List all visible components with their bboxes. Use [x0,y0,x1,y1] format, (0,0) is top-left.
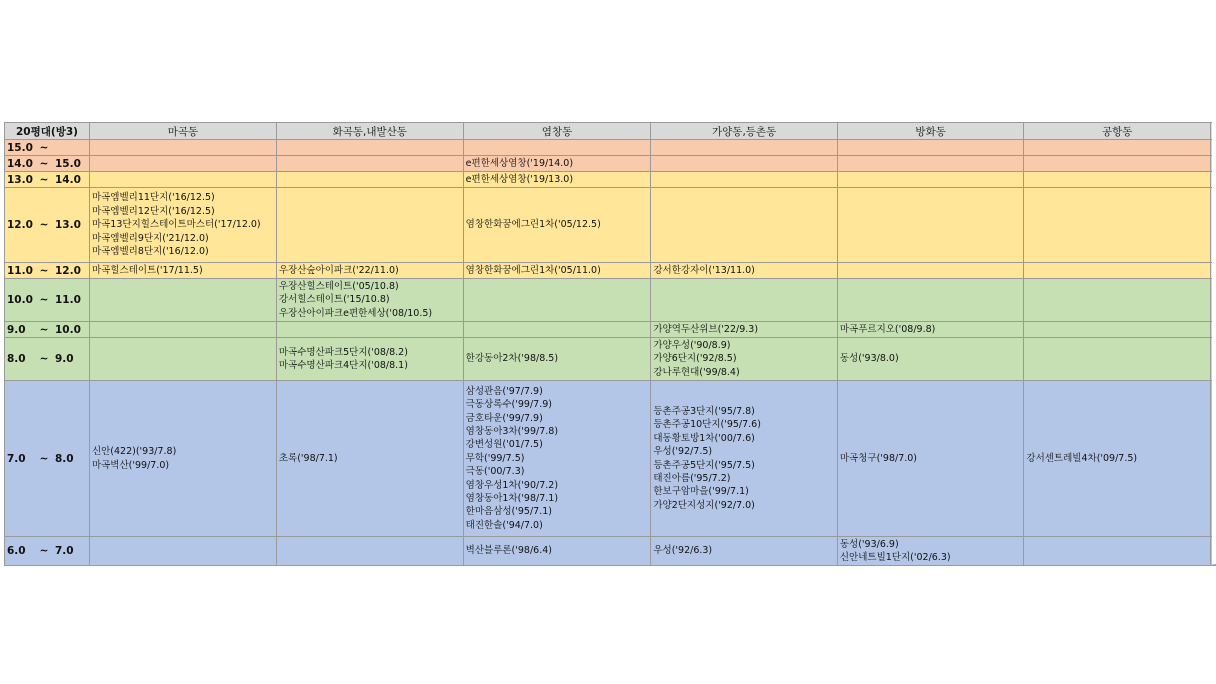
apartment-entry: 마곡청구('98/7.0) [839,452,918,464]
range-tilde: ~ [39,294,49,306]
apartment-entry: 태진한솔('94/7.0) [465,519,543,531]
sheet-edge [1212,122,1216,564]
column-header-banghwa[interactable]: 방화동 [837,123,1024,140]
table-cell[interactable] [276,140,463,156]
table-cell[interactable] [276,172,463,188]
apartment-entry: 강서힐스테이트('15/10.8) [278,294,390,306]
apartment-entry: e편한세상염창('19/13.0) [465,173,574,185]
range-low: 12.0 [7,219,33,231]
table-cell[interactable] [89,156,276,172]
table-row [5,338,1216,381]
apartment-entry: 삼성관음('97/7.9) [465,385,543,397]
range-low: 6.0 [7,545,26,557]
apartment-entry: 가양우성('90/8.9) [653,339,731,351]
range-low: 11.0 [7,264,33,277]
table-cell[interactable] [276,279,463,322]
apartment-entry: 강변성원('01/7.5) [465,439,543,451]
table-cell[interactable] [276,537,463,566]
apartment-entry: 우장산아이파크e편한세상('08/10.5) [278,307,433,319]
table-cell[interactable] [89,172,276,188]
column-header-gayang[interactable]: 가양동,등촌동 [651,123,838,140]
range-low: 9.0 [7,323,26,336]
apartment-entry: 마곡수명산파크4단지('08/8.1) [278,360,408,371]
range-low: 10.0 [7,294,33,306]
table-cell[interactable] [651,263,838,279]
apartment-entry: 우성('92/6.3) [653,545,713,557]
apartment-entry: 가양역두산위브('22/9.3) [653,323,759,335]
apartment-entry: 염창동아3차('99/7.8) [465,425,559,437]
table-row [5,263,1216,279]
table-cell[interactable] [463,322,651,338]
apartment-entry: 벽산블루론('98/6.4) [465,545,552,557]
column-header-hwagok[interactable]: 화곡동,내발산동 [276,123,463,140]
apartment-entry: 마곡푸르지오('08/9.8) [839,323,936,335]
price-range-cell[interactable] [5,338,90,381]
corner-header[interactable]: 20평대(방3) [5,123,90,140]
table-cell[interactable] [651,279,838,322]
table-row [5,140,1216,156]
table-cell[interactable] [1024,263,1211,279]
table-cell[interactable] [651,188,838,263]
table-cell[interactable] [463,381,651,537]
range-high: 12.0 [55,264,81,277]
apartment-entry: 우성('92/7.5) [653,446,713,458]
range-high: 15.0 [55,157,81,170]
apartment-entry: 동성('93/8.0) [839,353,899,365]
range-high: 8.0 [55,452,74,465]
range-low: 8.0 [7,353,26,365]
price-range-cell[interactable] [5,279,90,322]
table-cell[interactable] [1024,188,1211,263]
range-low: 13.0 [7,173,33,186]
range-high: 10.0 [55,323,81,336]
table-cell[interactable] [651,338,838,381]
apartment-entry: 마곡13단지힐스테이트마스터('17/12.0) [91,219,261,231]
table-cell[interactable] [89,381,276,537]
apartment-entry: 마곡엠벨리9단지('21/12.0) [91,232,209,244]
header-row [5,123,1216,140]
apartment-entry: 염창한화꿈에그린1차('05/12.5) [465,219,601,231]
table-cell[interactable] [1024,322,1211,338]
table-cell[interactable] [837,381,1024,537]
apartment-entry: 한보구암마을('99/7.1) [653,486,749,498]
apartment-entry: 한강동아2차('98/8.5) [465,353,559,365]
table-cell[interactable] [276,338,463,381]
apartment-entry: 강서센트레빌4차('09/7.5) [1026,452,1138,464]
table-row [5,156,1216,172]
apartment-entry: 등촌주공3단지('95/7.8) [653,405,755,417]
table-cell[interactable] [276,188,463,263]
table-row [5,172,1216,188]
column-header-gonghang[interactable]: 공항동 [1024,123,1211,140]
price-table [4,122,1216,566]
apartment-entry: 태진아름('95/7.2) [653,472,731,484]
price-range-cell[interactable] [5,537,90,566]
table-cell[interactable] [1024,140,1211,156]
table-cell[interactable] [89,263,276,279]
range-tilde: ~ [39,323,49,336]
table-cell[interactable] [89,188,276,263]
apartment-entry: 마곡수명산파크5단지('08/8.2) [278,346,408,358]
table-cell[interactable] [651,381,838,537]
apartment-entry: 등촌주공10단지('95/7.6) [653,419,761,431]
table-cell[interactable] [463,279,651,322]
range-tilde: ~ [39,452,49,465]
table-cell[interactable] [463,172,651,188]
apartment-entry: 염창우성1차('90/7.2) [465,479,559,491]
table-cell[interactable] [276,263,463,279]
apartment-entry: e편한세상염창('19/14.0) [465,157,574,169]
apartment-entry: 가양2단지성지('92/7.0) [653,499,755,511]
range-low: 7.0 [7,452,26,465]
apartment-entry: 강서한강자이('13/11.0) [653,264,755,276]
apartment-entry: 신안(422)('93/7.8) [91,446,177,458]
apartment-entry: 금호타운('99/7.9) [465,412,543,424]
table-cell[interactable] [837,188,1024,263]
table-row [5,188,1216,263]
table-cell[interactable] [463,537,651,566]
table-cell[interactable] [837,172,1024,188]
table-cell[interactable] [837,156,1024,172]
range-high: 11.0 [55,294,81,306]
apartment-entry: 염창동아1차('98/7.1) [465,493,559,505]
apartment-entry: 우장산숲아이파크('22/11.0) [278,264,399,276]
price-range-cell[interactable] [5,322,90,338]
table-cell[interactable] [1024,338,1211,381]
apartment-entry: 염창한화꿈에그린1차('05/11.0) [465,264,601,276]
table-cell[interactable] [651,156,838,172]
apartment-entry: 동성('93/6.9) [839,538,899,550]
table-cell[interactable] [651,537,838,566]
apartment-entry: 등촌주공5단지('95/7.5) [653,459,755,471]
table-cell[interactable] [837,263,1024,279]
table-cell[interactable] [463,140,651,156]
apartment-entry: 극동상록수('99/7.9) [465,399,552,411]
table-cell[interactable] [837,279,1024,322]
table-row [5,279,1216,322]
apartment-entry: 우장산힐스테이트('05/10.8) [278,280,399,292]
table-cell[interactable] [89,279,276,322]
range-tilde: ~ [39,353,49,365]
range-tilde: ~ [39,173,49,186]
table-cell[interactable] [276,381,463,537]
column-header-magok[interactable]: 마곡동 [89,123,276,140]
range-tilde: ~ [39,157,49,170]
table-cell[interactable] [837,322,1024,338]
price-range-cell[interactable] [5,188,90,263]
table-cell[interactable] [463,156,651,172]
table-row [5,537,1216,566]
table-cell[interactable] [89,537,276,566]
table-cell[interactable] [463,188,651,263]
price-range-cell[interactable] [5,140,90,156]
apartment-entry: 마곡벽산('99/7.0) [91,459,170,471]
range-tilde: ~ [39,141,49,154]
price-range-cell[interactable] [5,156,90,172]
range-low: 14.0 [7,157,33,170]
table-cell[interactable] [651,322,838,338]
apartment-entry: 초록('98/7.1) [278,452,338,464]
table-cell[interactable] [1024,172,1211,188]
apartment-entry: 마곡엠벨리12단지('16/12.5) [91,205,215,217]
apartment-entry: 신안네트빌1단지('02/6.3) [839,552,951,563]
table-cell[interactable] [89,140,276,156]
table-cell[interactable] [651,140,838,156]
table-cell[interactable] [1024,279,1211,322]
table-row [5,381,1216,537]
column-header-yeomchang[interactable]: 염창동 [463,123,651,140]
price-range-cell[interactable] [5,263,90,279]
price-range-cell[interactable] [5,172,90,188]
range-high: 14.0 [55,173,81,186]
range-tilde: ~ [39,545,49,557]
apartment-entry: 마곡엠벨리8단지('16/12.0) [91,246,209,258]
table-cell[interactable] [837,537,1024,566]
table-cell[interactable] [1024,381,1211,537]
table-cell[interactable] [837,140,1024,156]
table-cell[interactable] [1024,537,1211,566]
table-cell[interactable] [837,338,1024,381]
table-cell[interactable] [463,263,651,279]
price-range-cell[interactable] [5,381,90,537]
apartment-entry: 마곡엠벨리11단지('16/12.5) [91,192,215,204]
table-cell[interactable] [276,322,463,338]
table-cell[interactable] [1024,156,1211,172]
apartment-entry: 강나루현대('99/8.4) [653,366,740,378]
apartment-entry: 극동('00/7.3) [465,466,525,478]
table-cell[interactable] [89,338,276,381]
table-cell[interactable] [463,338,651,381]
range-low: 15.0 [7,141,33,154]
apartment-entry: 대동황토방1차('00/7.6) [653,432,755,444]
apartment-entry: 무학('99/7.5) [465,452,525,464]
table-cell[interactable] [276,156,463,172]
range-tilde: ~ [39,219,49,231]
apartment-entry: 한마음삼성('95/7.1) [465,506,552,518]
range-high: 7.0 [55,545,74,557]
range-tilde: ~ [39,264,49,277]
range-high: 13.0 [55,219,81,231]
apartment-entry: 마곡힐스테이트('17/11.5) [91,264,203,276]
table-row [5,322,1216,338]
table-cell[interactable] [651,172,838,188]
table-cell[interactable] [89,322,276,338]
range-high: 9.0 [55,353,74,365]
apartment-entry: 가양6단지('92/8.5) [653,353,737,365]
